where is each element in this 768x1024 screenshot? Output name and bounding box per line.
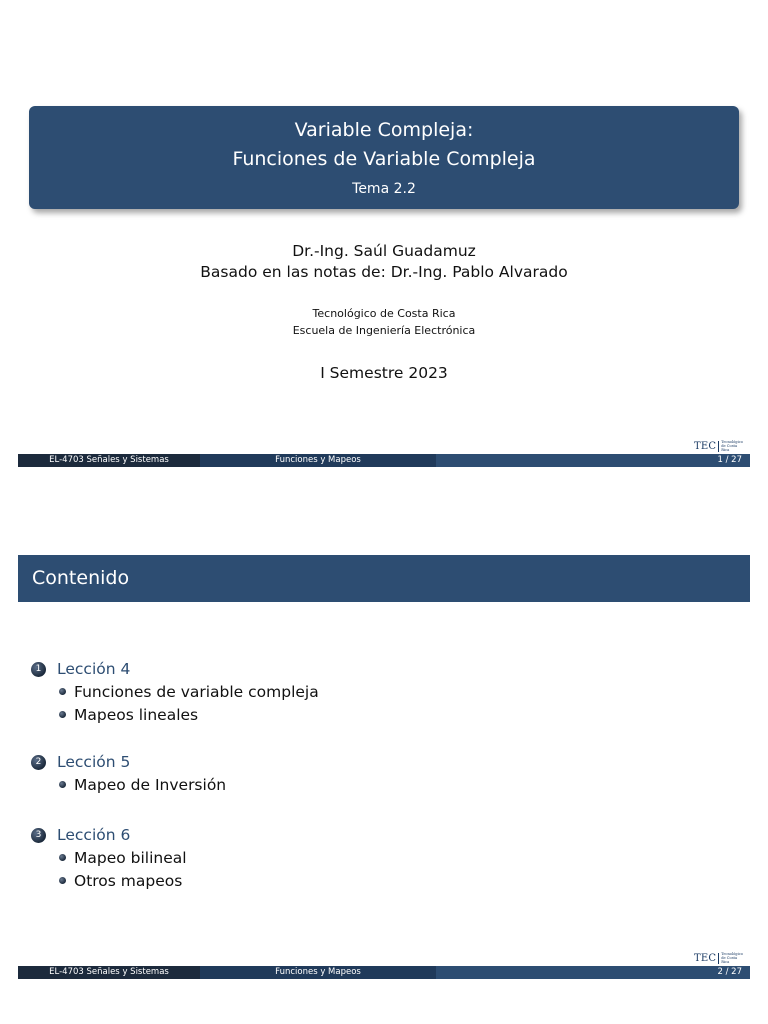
title-line-1: Variable Compleja: (294, 119, 474, 141)
toc-section-label[interactable]: Lección 4 (57, 660, 131, 678)
bullet-icon (59, 711, 66, 718)
section-number-ball: 1 (31, 662, 46, 677)
footer-bar (18, 454, 750, 467)
footer-course: EL-4703 Señales y Sistemas (18, 454, 200, 467)
footer-page-number: 1 / 27 (436, 454, 750, 467)
institution-school: Escuela de Ingeniería Electrónica (292, 324, 476, 337)
footer-course: EL-4703 Señales y Sistemas (18, 966, 200, 979)
bullet-icon (59, 688, 66, 695)
toc-subsection[interactable]: Mapeos lineales (31, 703, 319, 726)
toc-section-label[interactable]: Lección 6 (57, 826, 131, 844)
toc-subsection[interactable]: Otros mapeos (31, 869, 187, 892)
footer-topic: Funciones y Mapeos (200, 966, 436, 979)
footer-topic: Funciones y Mapeos (200, 454, 436, 467)
frame-title: Contenido (18, 555, 750, 602)
contents-slide (0, 512, 768, 1024)
tec-logo (694, 951, 746, 965)
subtitle: Tema 2.2 (352, 181, 416, 197)
toc-section-label[interactable]: Lección 5 (57, 753, 131, 771)
section-number-ball: 3 (31, 828, 46, 843)
logo-divider (718, 953, 719, 964)
logo-subtext: Tecnológico de Costa Rica (721, 440, 743, 452)
title-box (29, 106, 739, 209)
institution-name: Tecnológico de Costa Rica (312, 307, 456, 320)
toc-subsection[interactable]: Funciones de variable compleja (31, 680, 319, 703)
logo-text: TEC (694, 440, 717, 452)
bullet-icon (59, 877, 66, 884)
footer-bar (18, 966, 750, 979)
footer-page-number: 2 / 27 (436, 966, 750, 979)
toc-subsection[interactable]: Mapeo bilineal (31, 846, 187, 869)
logo-divider (718, 441, 719, 452)
based-on-note: Basado en las notas de: Dr.-Ing. Pablo Alvarado (200, 263, 568, 281)
author: Dr.-Ing. Saúl Guadamuz (292, 242, 476, 260)
logo-subtext: Tecnológico de Costa Rica (721, 952, 743, 964)
logo-text: TEC (694, 952, 717, 964)
toc-subsection[interactable]: Mapeo de Inversión (31, 773, 226, 796)
tec-logo (694, 439, 746, 453)
section-number-ball: 2 (31, 755, 46, 770)
toc-section-1 (31, 658, 319, 726)
bullet-icon (59, 854, 66, 861)
bullet-icon (59, 781, 66, 788)
title-line-2: Funciones de Variable Compleja (232, 148, 536, 170)
date: I Semestre 2023 (320, 364, 448, 382)
toc-section-3 (31, 824, 187, 892)
toc-section-2 (31, 751, 226, 796)
